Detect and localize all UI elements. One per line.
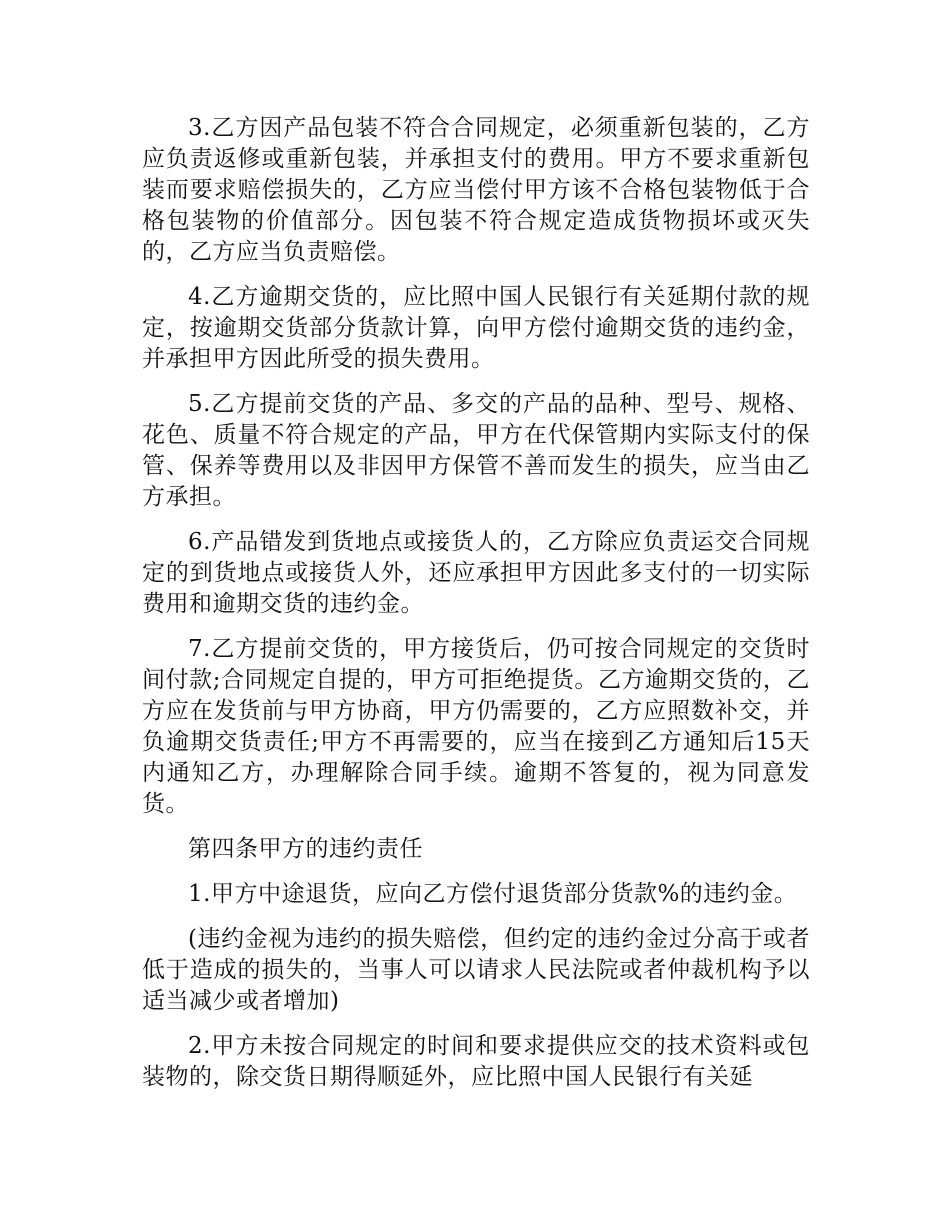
paragraph-clause-4: 4.乙方逾期交货的，应比照中国人民银行有关延期付款的规定，按逾期交货部分货款计算，向甲方偿付逾期交货的违约金，并承担甲方因此所受的损失费用。 bbox=[142, 284, 810, 372]
document-body bbox=[142, 113, 810, 1107]
paragraph-clause-6: 6.产品错发到货地点或接货人的，乙方除应负责运交合同规定的到货地点或接货人外，还应承担甲方因此多支付的一切实际费用和逾期交货的违约金。 bbox=[142, 529, 810, 617]
paragraph-clause-3: 3.乙方因产品包装不符合合同规定，必须重新包装的，乙方应负责返修或重新包装，并承担支付的费用。甲方不要求重新包装而要求赔偿损失的，乙方应当偿付甲方该不合格包装物低于合格包装物的价值部分。因包装不符合规定造成货物损坏或灭失的，乙方应当负责赔偿。 bbox=[142, 115, 810, 265]
paragraph-clause-5: 5.乙方提前交货的产品、多交的产品的品种、型号、规格、花色、质量不符合规定的产品，甲方在代保管期内实际支付的保管、保养等费用以及非因甲方保管不善而发生的损失，应当由乙方承担。 bbox=[142, 391, 810, 510]
paragraph-party-a-clause-1: 1.甲方中途退货，应向乙方偿付退货部分货款%的违约金。 bbox=[188, 881, 798, 907]
section-heading-article-4: 第四条甲方的违约责任 bbox=[188, 836, 423, 862]
paragraph-clause-7: 7.乙方提前交货的，甲方接货后，仍可按合同规定的交货时间付款;合同规定自提的，甲方可拒绝提货。乙方逾期交货的，乙方应在发货前与甲方协商，甲方仍需要的，乙方应照数补交，并负逾期交货责任;甲方不再需要的，应当在接到乙方通知后15天内通知乙方，办理解除合同手续。逾期不答复的，视为同意发货。 bbox=[142, 636, 810, 817]
paragraph-party-a-clause-2: 2.甲方未按合同规定的时间和要求提供应交的技术资料或包装物的，除交货日期得顺延外，应比照中国人民银行有关延 bbox=[142, 1033, 810, 1090]
paragraph-penalty-note: (违约金视为违约的损失赔偿，但约定的违约金过分高于或者低于造成的损失的，当事人可以请求人民法院或者仲裁机构予以适当减少或者增加) bbox=[142, 926, 810, 1014]
